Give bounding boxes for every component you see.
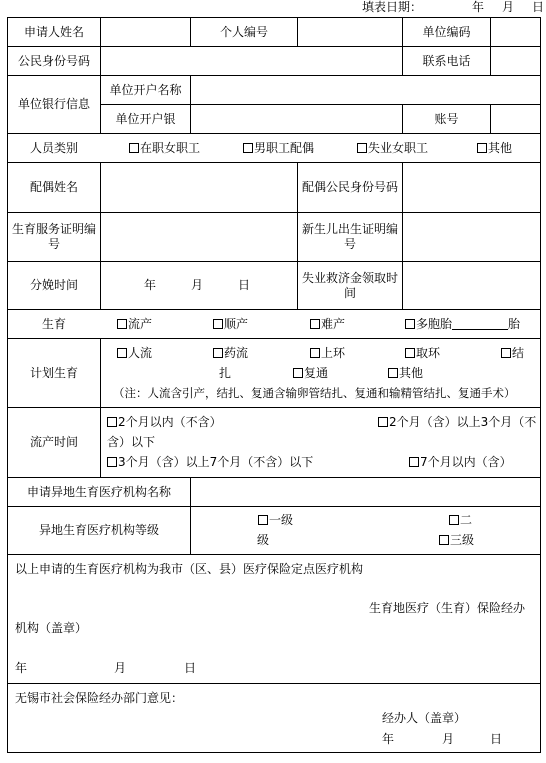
personal-no-field[interactable] — [298, 18, 402, 46]
checkbox-icon — [439, 535, 449, 545]
person-type-label: 人员类别 — [29, 140, 78, 155]
phone-label: 联系电话 — [422, 53, 471, 68]
person-type-option-1[interactable]: 在职女职工 — [129, 141, 200, 156]
checkbox-icon — [293, 368, 303, 378]
delivery-day: 日 — [238, 278, 251, 292]
wuxi-handler: 经办人（盖章） — [382, 711, 467, 725]
checkbox-icon — [258, 515, 268, 525]
checkbox-icon — [405, 319, 415, 329]
checkbox-icon — [501, 348, 511, 358]
applicant-name-field[interactable] — [101, 18, 190, 46]
institution-statement: 以上申请的生育医疗机构为我市（区、县）医疗保险定点医疗机构 — [15, 562, 364, 576]
unit-code-field[interactable] — [491, 18, 540, 46]
institution-month: 月 — [114, 661, 127, 675]
header-day: 日 — [532, 0, 545, 14]
spouse-id-field[interactable] — [403, 163, 540, 212]
checkbox-icon — [409, 457, 419, 467]
bank-info-label: 单位银行信息 — [17, 97, 90, 111]
level-option-1-cont: 级 — [257, 533, 270, 547]
service-cert-field[interactable] — [101, 213, 297, 261]
checkbox-icon — [378, 417, 388, 427]
checkbox-icon — [477, 143, 487, 153]
unit-code-label: 单位编码 — [422, 24, 471, 39]
citizen-id-field[interactable] — [101, 47, 402, 75]
wuxi-day: 日 — [490, 732, 503, 746]
spouse-name-label: 配偶姓名 — [29, 180, 78, 194]
planning-option-medical[interactable]: 药流 — [213, 346, 248, 361]
abortion-option-lt2[interactable]: 2个月以内（不含） — [107, 415, 222, 430]
applicant-name-label: 申请人姓名 — [23, 24, 84, 39]
birth-cert-field[interactable] — [403, 213, 540, 261]
planning-note: （注：人流含引产，结扎、复通含输卵管结扎、复通和输精管结扎、复通手术） — [113, 386, 516, 400]
abortion-option-2to3[interactable]: 2个月（含）以上3个月（不 — [378, 415, 536, 430]
bank-account-name-field[interactable] — [191, 76, 540, 104]
institution-day: 日 — [184, 661, 197, 675]
checkbox-icon — [388, 368, 398, 378]
checkbox-icon — [243, 143, 253, 153]
citizen-id-label: 公民身份号码 — [17, 53, 90, 68]
spouse-name-field[interactable] — [101, 163, 297, 212]
wuxi-month: 月 — [442, 732, 455, 746]
institution-year: 年 — [15, 661, 28, 675]
checkbox-icon — [107, 417, 117, 427]
institution-agency: 生育地医疗（生育）保险经办 — [369, 601, 526, 615]
birth-option-difficult[interactable]: 难产 — [310, 317, 345, 332]
wuxi-opinion-title: 无锡市社会保险经办部门意见： — [15, 691, 184, 705]
spouse-id-label: 配偶公民身份号码 — [301, 180, 398, 194]
remote-level-label: 异地生育医疗机构等级 — [38, 523, 159, 537]
remote-name-label: 申请异地生育医疗机构名称 — [26, 484, 171, 499]
abortion-option-2to3-cont: 含）以下 — [107, 435, 156, 449]
personal-no-label: 个人编号 — [219, 24, 268, 39]
birth-option-natural[interactable]: 顺产 — [213, 317, 248, 332]
person-type-option-4[interactable]: 其他 — [477, 141, 512, 156]
planning-ligation-cont: 扎 — [219, 366, 232, 380]
wuxi-year: 年 — [382, 732, 395, 746]
planning-option-remove[interactable]: 取环 — [405, 346, 440, 361]
checkbox-icon — [310, 319, 320, 329]
account-no-label: 账号 — [434, 111, 459, 126]
service-cert-label: 生育服务证明编号 — [11, 222, 96, 251]
planning-option-recanal[interactable]: 复通 — [293, 366, 328, 381]
checkbox-icon — [107, 457, 117, 467]
checkbox-icon — [213, 319, 223, 329]
planning-option-iud[interactable]: 上环 — [310, 346, 345, 361]
checkbox-icon — [449, 515, 459, 525]
level-option-3[interactable]: 三级 — [439, 533, 474, 548]
delivery-time-label: 分娩时间 — [29, 278, 78, 292]
fill-date-label: 填表日期： — [362, 0, 423, 14]
planning-option-induced[interactable]: 人流 — [117, 346, 152, 361]
unemp-time-label: 失业救济金领取时间 — [301, 270, 398, 300]
bank-name-label: 单位开户银 — [115, 111, 176, 126]
family-planning-label: 计划生育 — [29, 365, 78, 380]
checkbox-icon — [405, 348, 415, 358]
abortion-time-label: 流产时间 — [29, 435, 78, 449]
birth-cert-label: 新生儿出生证明编号 — [301, 222, 398, 251]
person-type-option-3[interactable]: 失业女职工 — [357, 141, 428, 156]
birth-label: 生育 — [41, 316, 66, 331]
bank-account-name-label: 单位开户名称 — [109, 82, 182, 97]
checkbox-icon — [310, 348, 320, 358]
level-option-2[interactable]: 二 — [449, 513, 472, 528]
phone-field[interactable] — [491, 47, 540, 75]
level-option-1[interactable]: 一级 — [258, 513, 293, 528]
checkbox-icon — [117, 319, 127, 329]
header-month: 月 — [502, 0, 515, 14]
abortion-option-7[interactable]: 7个月以内（含） — [409, 455, 512, 470]
multiple-count-blank[interactable] — [452, 318, 508, 330]
planning-option-ligation[interactable]: 结 — [501, 346, 524, 361]
checkbox-icon — [357, 143, 367, 153]
bank-name-field[interactable] — [191, 105, 402, 133]
institution-seal: 机构（盖章） — [15, 621, 88, 635]
birth-option-multiple[interactable]: 多胞胎 胎 — [405, 317, 520, 332]
checkbox-icon — [213, 348, 223, 358]
delivery-year: 年 — [144, 278, 157, 292]
delivery-month: 月 — [191, 278, 204, 292]
header-year: 年 — [472, 0, 485, 14]
account-no-field[interactable] — [491, 105, 540, 133]
remote-name-field[interactable] — [191, 478, 540, 506]
abortion-option-3to7[interactable]: 3个月（含）以上7个月（不含）以下 — [107, 455, 313, 470]
unemp-time-field[interactable] — [403, 262, 540, 309]
person-type-option-2[interactable]: 男职工配偶 — [243, 141, 314, 156]
checkbox-icon — [129, 143, 139, 153]
birth-option-abortion[interactable]: 流产 — [117, 317, 152, 332]
planning-option-other[interactable]: 其他 — [388, 366, 423, 381]
checkbox-icon — [117, 348, 127, 358]
